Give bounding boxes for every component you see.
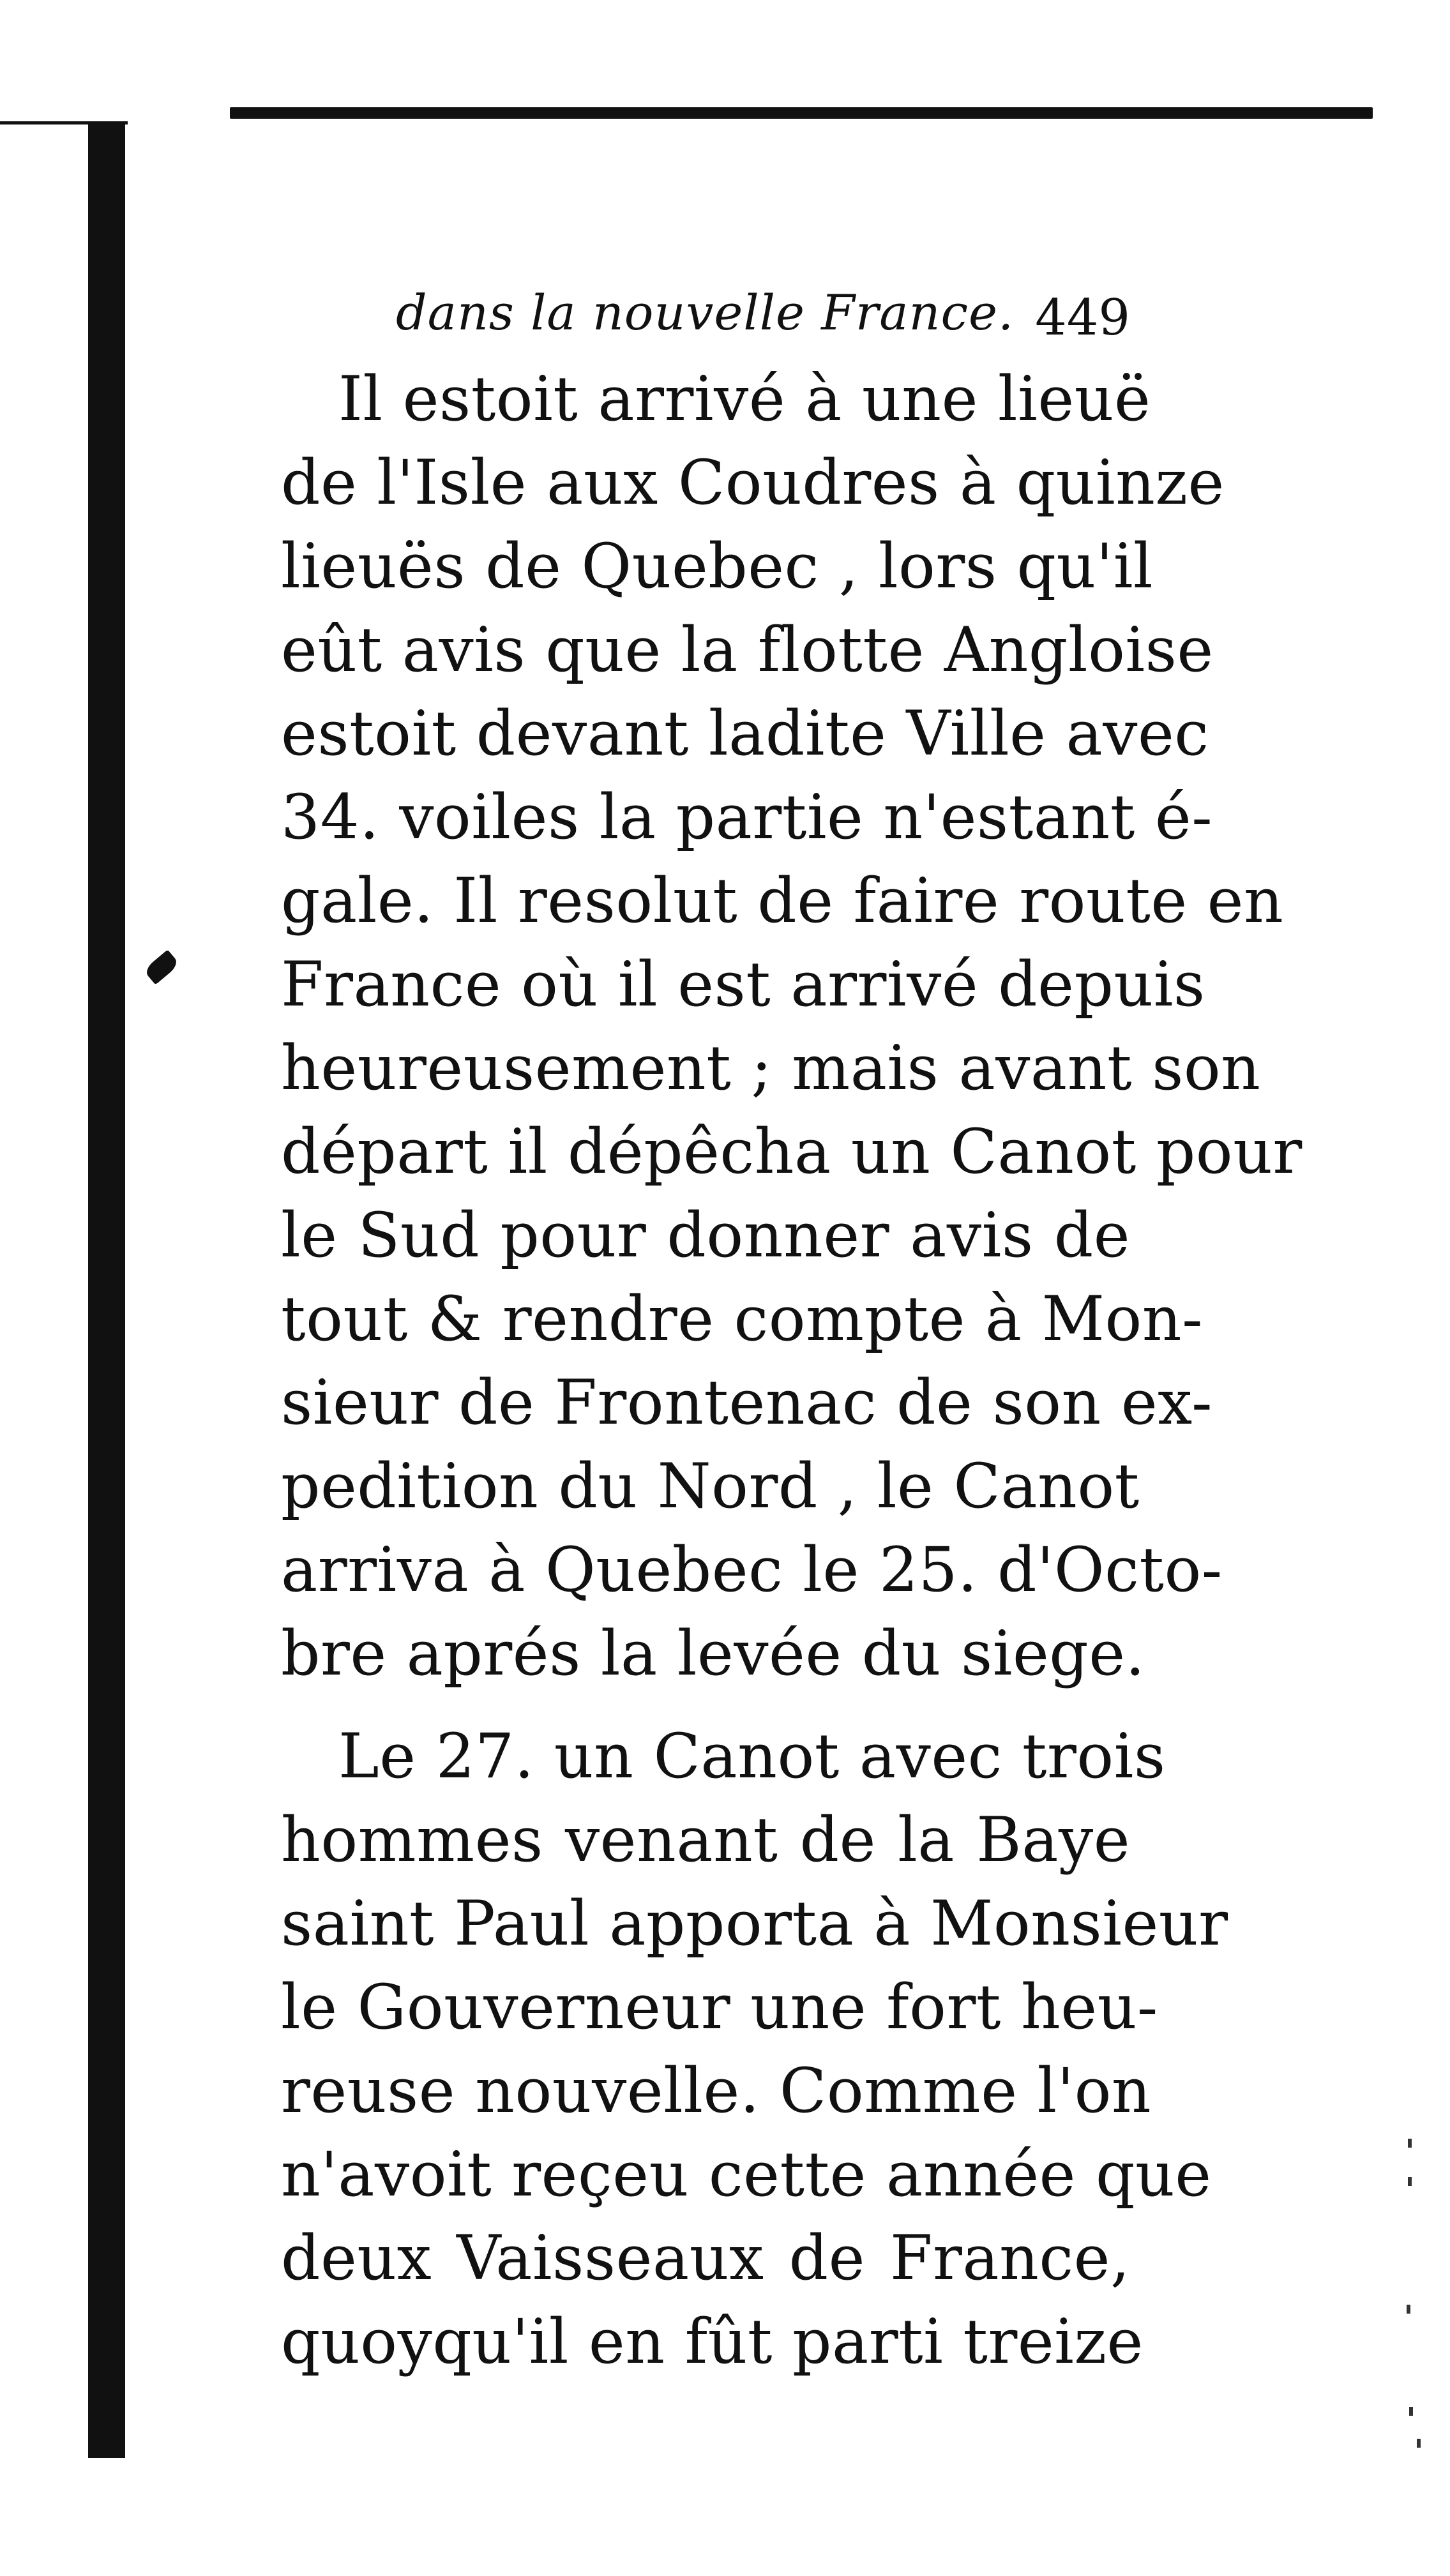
text-line: arriva à Quebec le 25. d'Octo-: [281, 1534, 1223, 1606]
book-page: [281, 281, 1303, 2384]
body-text: [281, 358, 1303, 2384]
text-line: de l'Isle aux Coudres à quinze: [281, 447, 1225, 518]
text-line: le Gouverneur une fort heu-: [281, 1971, 1158, 2043]
text-line: France où il est arrivé depuis: [281, 949, 1205, 1020]
text-line: deux Vaisseaux de France,: [281, 2222, 1130, 2294]
text-line: lieuës de Quebec , lors qu'il: [281, 531, 1154, 602]
text-line: reuse nouvelle. Comme l'on: [281, 2055, 1152, 2127]
page-number: 449: [1035, 289, 1130, 347]
page-header: [281, 281, 1130, 358]
text-line: pedition du Nord , le Canot: [281, 1450, 1140, 1522]
text-line: départ il dépêcha un Canot pour: [281, 1116, 1303, 1187]
text-line: gale. Il resolut de faire route en: [281, 865, 1284, 937]
top-rule: [230, 107, 1373, 119]
book-spine-shadow: [88, 121, 125, 2458]
text-line: n'avoit reçeu cette année que: [281, 2139, 1212, 2210]
text-line: estoit devant ladite Ville avec: [281, 698, 1209, 769]
text-line: hommes venant de la Baye: [281, 1804, 1130, 1876]
text-line: le Sud pour donner avis de: [281, 1200, 1130, 1271]
text-line: saint Paul apporta à Monsieur: [281, 1888, 1228, 1959]
paragraph-1: [281, 358, 1303, 1696]
text-line: eût avis que la flotte Angloise: [281, 614, 1214, 686]
spine-notch: [115, 223, 125, 262]
text-line: sieur de Frontenac de son ex-: [281, 1367, 1213, 1438]
text-line: 34. voiles la partie n'estant é-: [281, 781, 1213, 853]
paragraph-2: [281, 1715, 1228, 2384]
text-line: quoyqu'il en fût parti treize: [281, 2306, 1144, 2377]
text-line: tout & rendre compte à Mon-: [281, 1283, 1204, 1355]
running-head: dans la nouvelle France.: [396, 284, 1015, 341]
text-line: Le 27. un Canot avec trois: [338, 1721, 1166, 1792]
text-line: heureusement ; mais avant son: [281, 1032, 1261, 1104]
scan-specks: [1405, 2139, 1424, 2471]
margin-ink-mark: [143, 949, 180, 984]
text-line: bre aprés la levée du siege.: [281, 1618, 1145, 1689]
text-line: Il estoit arrivé à une lieuë: [338, 363, 1151, 435]
